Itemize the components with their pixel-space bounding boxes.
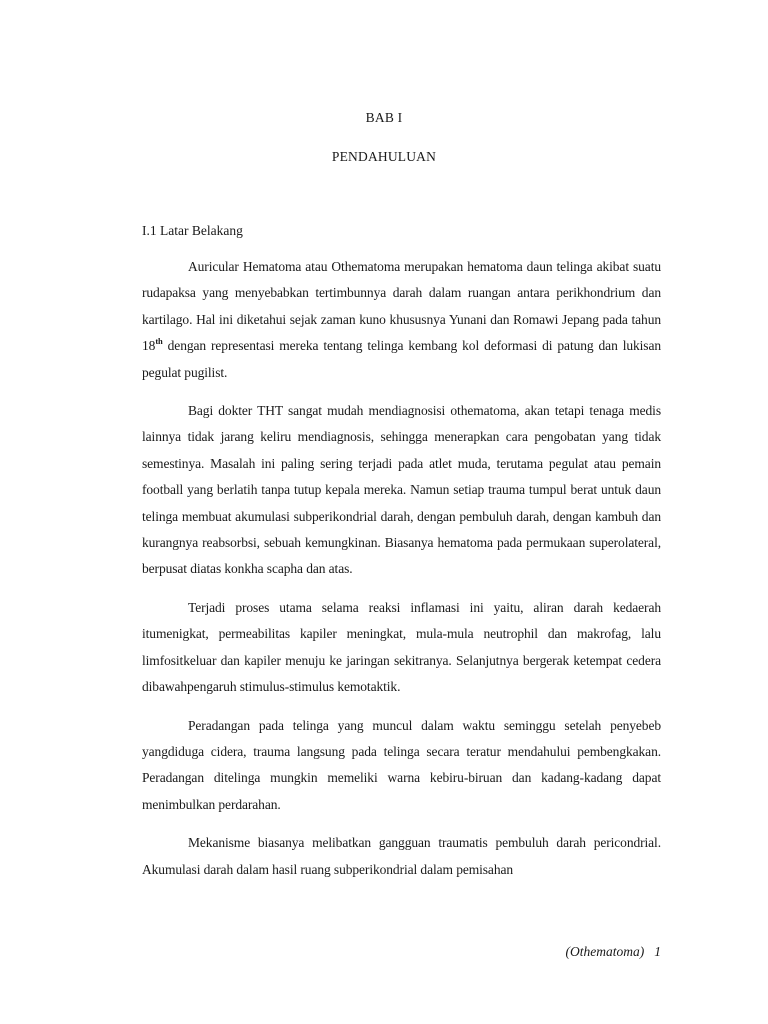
paragraph-peradangan: Peradangan pada telinga yang muncul dalam waktu seminggu setelah penyebeb yangdiduga cidera, trauma langsung pada telinga secara teratur mendahului pembengkakan. Peradangan ditelinga mungkin memeliki warna kebiru-biruan dan kadang-kadang dapat menimbulkan perdarahan. — [142, 717, 661, 812]
running-title: (Othematoma) — [565, 944, 645, 959]
page-number: 1 — [654, 944, 661, 959]
section-heading: I.1 Latar Belakang — [142, 223, 243, 238]
paragraph-text: dengan representasi mereka tentang telinga kembang kol deformasi di patung dan lukisan pegulat pugilist. — [142, 338, 661, 380]
paragraph-text: Auricular Hematoma atau Othematoma merupakan hematoma daun telinga akibat suatu rudapaksa yang menyebabkan tertimbunnya darah dalam ruangan antara perikhondrium dan kartilago. Hal ini diketahui sejak zaman kuno khususnya Yunani dan Romawi Jepang pada tahun 18 — [142, 259, 661, 354]
chapter-number: BAB I — [365, 110, 403, 125]
superscript-ordinal: th — [155, 336, 163, 347]
paragraph-auricular-hematoma — [142, 254, 661, 386]
paragraph-diagnosis: Bagi dokter THT sangat mudah mendiagnosisi othematoma, akan tetapi tenaga medis lainnya tidak jarang keliru mendiagnosis, sehingga menerapkan cara pengobatan yang tidak semestinya. Masalah ini paling sering terjadi pada atlet muda, terutama pegulat atau pemain football yang berlatih tanpa tutup kepala mereka. Namun setiap trauma tumpul berat untuk daun telinga membuat akumulasi subperikondrial darah, dengan pembuluh darah, dengan kambuh dan kurangnya reabsorbsi, sebuah kemungkinan. Biasanya hematoma pada permukaan superolateral, berpusat diatas konkha scapha dan atas. — [142, 403, 661, 577]
page-footer — [420, 944, 661, 960]
paragraph-mekanisme: Mekanisme biasanya melibatkan gangguan traumatis pembuluh darah pericondrial. Akumulasi darah dalam hasil ruang subperikondrial dalam pemisahan — [142, 835, 661, 877]
body-text — [142, 254, 661, 895]
chapter-title: PENDAHULUAN — [331, 149, 437, 164]
paragraph-inflammation: Terjadi proses utama selama reaksi inflamasi ini yaitu, aliran darah kedaerah itumenigkat, permeabilitas kapiler meningkat, mula-mula neutrophil dan makrofag, lalu limfositkeluar dan kapiler menuju ke jaringan sekitranya. Selanjutnya bergerak ketempat cedera dibawahpengaruh stimulus-stimulus kemotaktik. — [142, 599, 661, 695]
